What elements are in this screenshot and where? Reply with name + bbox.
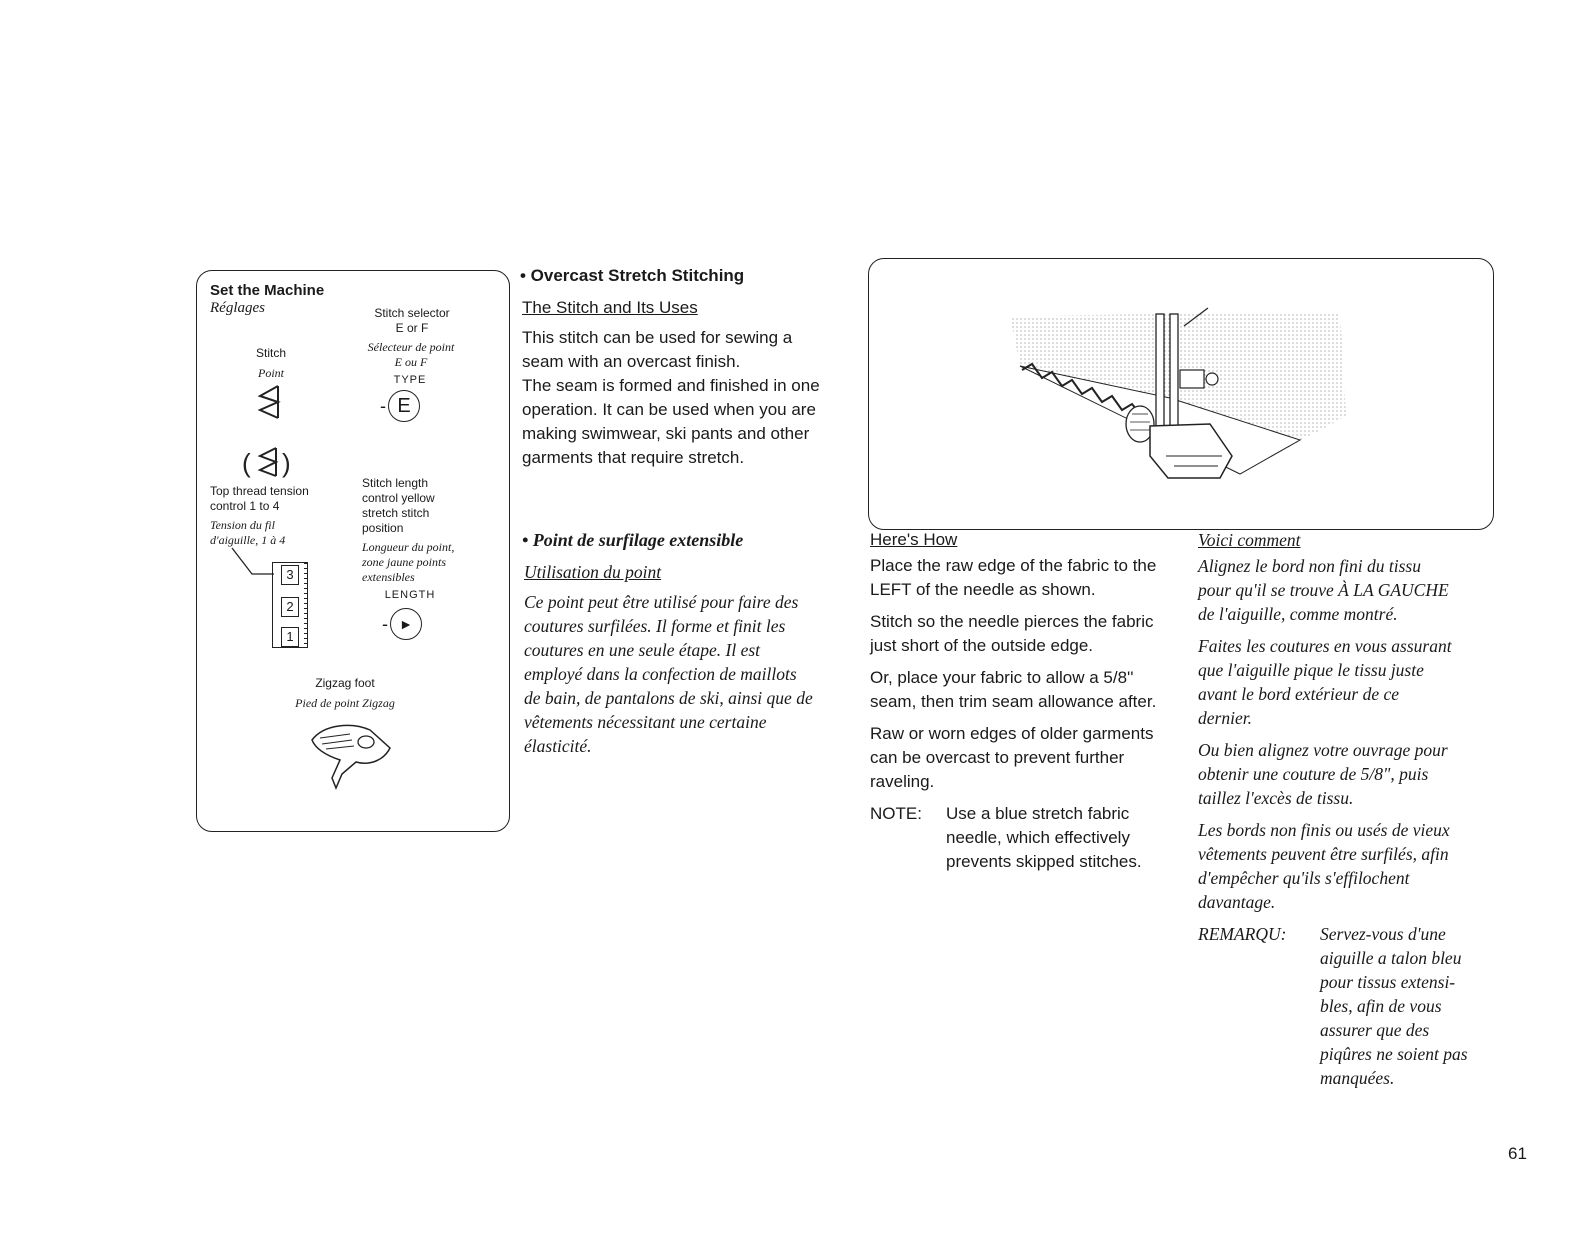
selector-label-fr: Sélecteur de point E ou F — [367, 340, 455, 369]
stitch-label: Stitch — [255, 346, 286, 360]
selector-label: Stitch selector E or F — [374, 306, 450, 335]
heres-how-note: NOTE: Use a blue stretch fabric needle, which effectively prevents skipped stitches. — [870, 804, 1142, 871]
overcast-stitch-icon — [252, 382, 292, 422]
tension-dial — [272, 562, 308, 648]
voici-heading: Voici comment — [1198, 530, 1301, 550]
tension-label: Top thread tension control 1 to 4 — [210, 484, 309, 513]
sewing-illustration — [1000, 306, 1350, 486]
voici-note: REMARQU: Servez-vous d'une aiguille a talon bleu pour tissus extensi- bles, afin de vous assurer que des piqûres ne soient pas manquées. — [1198, 924, 1468, 1088]
tension-mark-2: 2 — [281, 597, 299, 617]
zigzag-foot-icon — [306, 716, 398, 794]
length-dial-label: LENGTH — [384, 589, 436, 601]
type-dial: - E — [380, 390, 420, 422]
heres-how-heading: Here's How — [870, 530, 958, 549]
foot-label: Zigzag foot — [315, 676, 375, 690]
overcast-stitch-alt-icon — [240, 442, 300, 482]
voici-body: Alignez le bord non fini du tissu pour qu'il se trouve À LA GAUCHE de l'aiguille, comme montré. Faites les coutures en vous assurant que l'aiguille pique le tissu juste avant le bord extérieur de ce dernier. Ou bien alignez votre ouvrage pour obtenir une couture de 5/8", puis taillez l'excès de tissu. Les bords non finis ou usés de vieux vêtements peuvent être surfilés, afin d'empêcher qu'ils s'effilochent davantage. REMARQU: Servez-vous d'une aiguille a talon bleu pour tissus extensi- bles, afin de vous assurer que des piqûres ne soient pas manquées. — [1198, 554, 1498, 1090]
tension-mark-1: 1 — [281, 627, 299, 647]
svg-text:): ) — [282, 448, 291, 478]
type-label: TYPE — [393, 374, 427, 386]
heres-how-body: Place the raw edge of the fabric to the LEFT of the needle as shown. Stitch so the needle pierces the fabric just short of the outside edge. Or, place your fabric to allow a 5/8'' seam, then trim seam allowance after. Raw or worn edges of older garments can be overcast to prevent further raveling. NOTE: Use a blue stretch fabric needle, which effectively prevents skipped stitches. — [870, 554, 1180, 874]
tension-label-fr: Tension du fil d'aiguille, 1 à 4 — [210, 518, 286, 547]
french-subheading: Utilisation du point — [524, 562, 662, 582]
set-machine-title-fr: Réglages — [210, 300, 265, 316]
length-dial: - ► — [382, 608, 422, 640]
set-machine-title: Set the Machine — [210, 282, 325, 299]
svg-text:(: ( — [242, 448, 251, 478]
english-heading: • Overcast Stretch Stitching — [520, 266, 745, 285]
french-heading: • Point de surfilage extensible — [522, 530, 744, 550]
tension-ticks — [304, 563, 308, 647]
tension-mark-3: 3 — [281, 565, 299, 585]
english-subheading: The Stitch and Its Uses — [522, 298, 698, 317]
french-body: Ce point peut être utilisé pour faire des coutures surfilées. Il forme et finit les coutures en une seule étape. Il est employé dans la confection de maillots de bain, de pantalons de ski, ainsi que de vêtements nécessitant une certaine élasticité. — [524, 592, 813, 756]
pointer-line-icon — [228, 546, 278, 576]
length-dial-circle: ► — [390, 608, 422, 640]
page-number: 61 — [1508, 1144, 1527, 1163]
length-label-fr: Longueur du point, zone jaune points extensibles — [362, 540, 455, 584]
type-dial-circle: E — [388, 390, 420, 422]
foot-label-fr: Pied de point Zigzag — [295, 696, 395, 710]
english-body: This stitch can be used for sewing a seam with an overcast finish. The seam is formed and finished in one operation. It can be used when you are making swimwear, ski pants and other garments that require stretch. — [522, 328, 820, 467]
stitch-label-fr: Point — [258, 366, 284, 380]
length-label: Stitch length control yellow stretch stitch position — [362, 476, 435, 535]
